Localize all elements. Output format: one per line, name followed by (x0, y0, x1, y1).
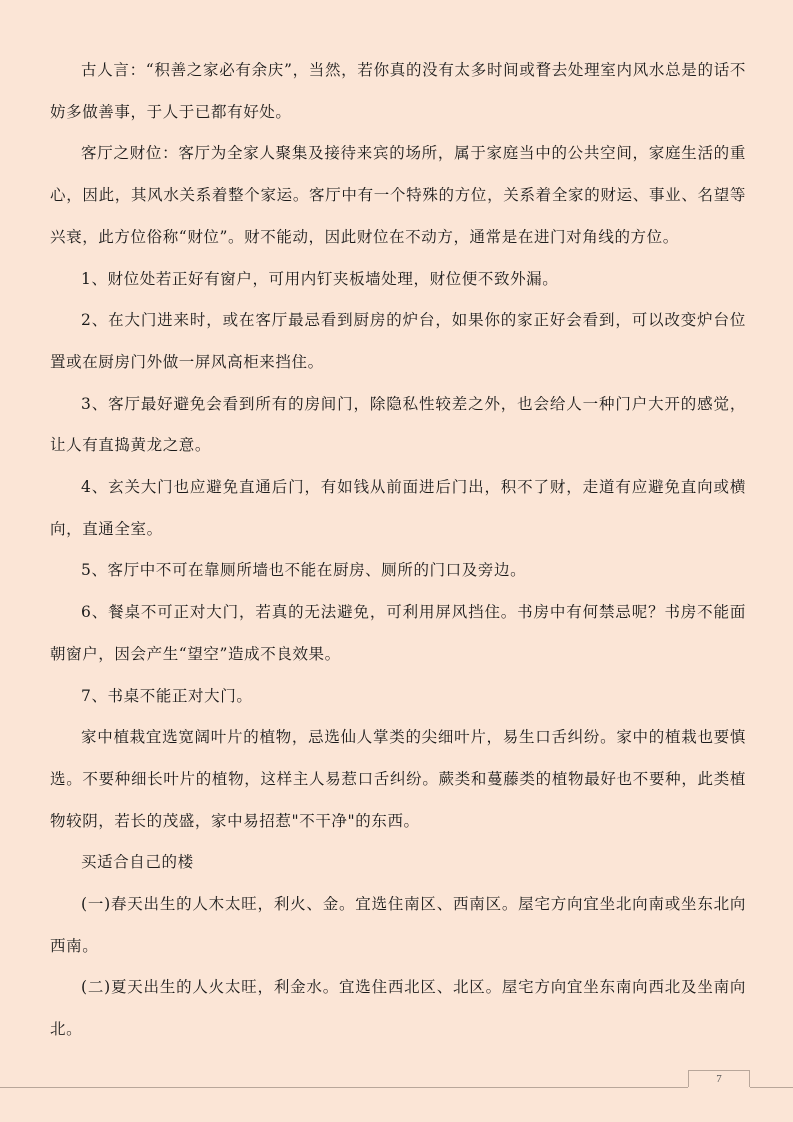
list-item-4: 4、玄关大门也应避免直通后门，有如钱从前面进后门出，积不了财，走道有应避免直向或横向，直通全室。 (50, 478, 746, 538)
paragraph-spring: (一)春天出生的人木太旺，利火、金。宜选住南区、西南区。屋宅方向宜坐北向南或坐东北向西南。 (50, 895, 746, 955)
paragraph-intro: 古人言：“积善之家必有余庆”，当然，若你真的没有太多时间或瞀去处理室内风水总是的话不妨多做善事，于人于已都有好处。 (50, 61, 746, 121)
list-item-6: 6、餐桌不可正对大门，若真的无法避免，可利用屏风挡住。书房中有何禁忌呢？书房不能面朝窗户，因会产生“望空”造成不良效果。 (50, 603, 746, 663)
list-item-2: 2、在大门进来时，或在客厅最忌看到厨房的炉台，如果你的家正好会看到，可以改变炉台位置或在厨房门外做一屏风高柜来挡住。 (50, 311, 746, 371)
list-item-7: 7、书桌不能正对大门。 (81, 686, 253, 705)
section-heading: 买适合自己的楼 (81, 853, 194, 872)
footer-divider-right (750, 1087, 793, 1088)
paragraph-living-room-wealth: 客厅之财位：客厅为全家人聚集及接待来宾的场所，属于家庭当中的公共空间，家庭生活的重心，因此，其风水关系着整个家运。客厅中有一个特殊的方位，关系着全家的财运、事业、名望等兴衰，此方位俗称“财位”。财不能动，因此财位在不动方，通常是在进门对角线的方位。 (50, 144, 746, 246)
page-number: 7 (688, 1070, 750, 1087)
list-item-5: 5、客厅中不可在靠厕所墙也不能在厨房、厕所的门口及旁边。 (81, 561, 527, 580)
document-body (50, 50, 746, 1051)
list-item-1: 1、财位处若正好有窗户，可用内钉夹板墙处理，财位便不致外漏。 (81, 269, 559, 288)
footer-divider-left (0, 1087, 688, 1088)
paragraph-plants: 家中植栽宜选宽阔叶片的植物，忌选仙人掌类的尖细叶片，易生口舌纠纷。家中的植栽也要慎选。不要种细长叶片的植物，这样主人易惹口舌纠纷。蕨类和蔓藤类的植物最好也不要种，此类植物较阴，若长的茂盛，家中易招惹"不干净"的东西。 (50, 728, 746, 830)
paragraph-summer: (二)夏天出生的人火太旺，利金水。宜选住西北区、北区。屋宅方向宜坐东南向西北及坐南向北。 (50, 978, 746, 1039)
list-item-3: 3、客厅最好避免会看到所有的房间门，除隐私性较差之外，也会给人一种门户大开的感觉，让人有直捣黄龙之意。 (50, 394, 746, 455)
